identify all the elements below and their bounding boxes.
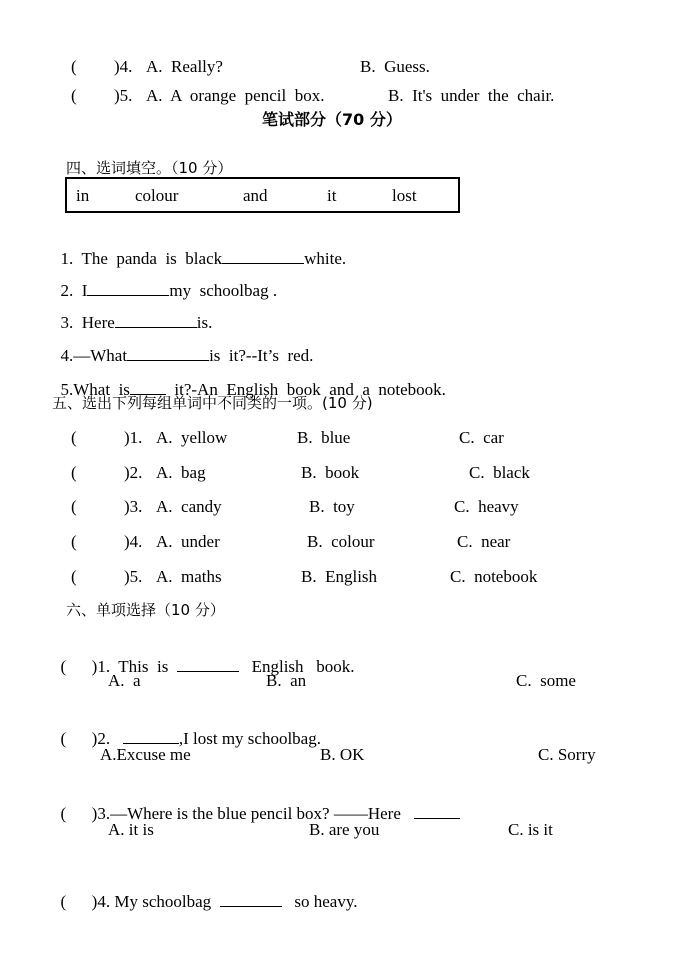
option-c: C. car [459, 428, 504, 447]
fill-item-4: 4.—What is it?--It’s red. [60, 346, 314, 365]
option-a: A. candy [156, 497, 222, 516]
option-a: A. maths [156, 567, 222, 586]
word-bank-word: in [76, 186, 90, 205]
answer-paren[interactable]: ( [60, 729, 92, 748]
mc-q1-option-c: C. some [516, 671, 576, 690]
q3-4-option-b: B. Guess. [360, 57, 430, 76]
answer-blank [123, 728, 179, 744]
q3-4-number: )4. [114, 57, 133, 76]
section4-title: 四、选词填空。（10 分） [66, 159, 233, 177]
answer-paren[interactable]: ( [60, 892, 92, 911]
item-number: )4. [124, 532, 143, 551]
mc-q2-stem: ( )2. ,I lost my schoolbag. [60, 729, 321, 748]
option-b: B. toy [309, 497, 355, 516]
mc-q2-option-a: A.Excuse me [100, 745, 191, 764]
q3-5-paren: ( [71, 86, 77, 105]
option-c: C. black [469, 463, 530, 482]
fill-item-3: 3. Here is. [60, 313, 213, 332]
q3-5-option-b: B. It's under the chair. [388, 86, 555, 105]
item-number: )1. [124, 428, 143, 447]
word-bank-word: and [243, 186, 268, 205]
mc-q3-option-c: C. is it [508, 820, 553, 839]
item-number: )2. [124, 463, 143, 482]
answer-blank [220, 891, 282, 907]
section5-title: 五、选出下列每组单词中不同类的一项。(10 分) [52, 394, 373, 412]
item-number: )5. [124, 567, 143, 586]
answer-paren[interactable]: ( [60, 657, 92, 676]
answer-paren[interactable]: ( [71, 463, 77, 482]
mc-q1-option-b: B. an [266, 671, 307, 690]
answer-blank [414, 803, 460, 819]
answer-blank [177, 656, 239, 672]
mc-q3-option-a: A. it is [108, 820, 154, 839]
option-b: B. book [301, 463, 360, 482]
option-a: A. under [156, 532, 220, 551]
answer-paren[interactable]: ( [71, 497, 77, 516]
q3-5-option-a: A. A orange pencil box. [146, 86, 325, 105]
option-b: B. blue [297, 428, 351, 447]
mc-q3-option-b: B. are you [309, 820, 380, 839]
fill-item-2: 2. I my schoolbag . [60, 281, 278, 300]
q3-5-number: )5. [114, 86, 133, 105]
mc-q2-option-c: C. Sorry [538, 745, 596, 764]
mc-q1-option-a: A. a [108, 671, 141, 690]
word-bank-word: colour [135, 186, 179, 205]
option-b: B. colour [307, 532, 375, 551]
word-bank-word: it [327, 186, 337, 205]
q3-4-paren: ( [71, 57, 77, 76]
answer-paren[interactable]: ( [71, 532, 77, 551]
item-number: )3. [124, 497, 143, 516]
option-c: C. near [457, 532, 511, 551]
fill-item-1: 1. The panda is black white. [60, 249, 347, 268]
mc-q3-stem: ( )3.—Where is the blue pencil box? ——Here [52, 783, 460, 824]
option-a: A. bag [156, 463, 206, 482]
section6-title: 六、单项选择（10 分） [66, 601, 225, 619]
mc-q4-stem: ( )4. My schoolbag so heavy. [60, 892, 358, 911]
fill-item-5: 5.What is it?-An English book and a notebook. [60, 380, 446, 399]
mc-q2-option-b: B. OK [320, 745, 365, 764]
word-bank-word: lost [392, 186, 417, 205]
answer-paren[interactable]: ( [71, 567, 77, 586]
written-part-title: 笔试部分（70 分） [262, 110, 402, 129]
option-c: C. notebook [450, 567, 538, 586]
option-b: B. English [301, 567, 378, 586]
mc-q1-stem: ( )1. This is English book. [60, 657, 355, 676]
answer-paren[interactable]: ( [71, 428, 77, 447]
q3-4-option-a: A. Really? [146, 57, 223, 76]
answer-paren[interactable]: ( [60, 804, 92, 823]
option-c: C. heavy [454, 497, 519, 516]
option-a: A. yellow [156, 428, 228, 447]
